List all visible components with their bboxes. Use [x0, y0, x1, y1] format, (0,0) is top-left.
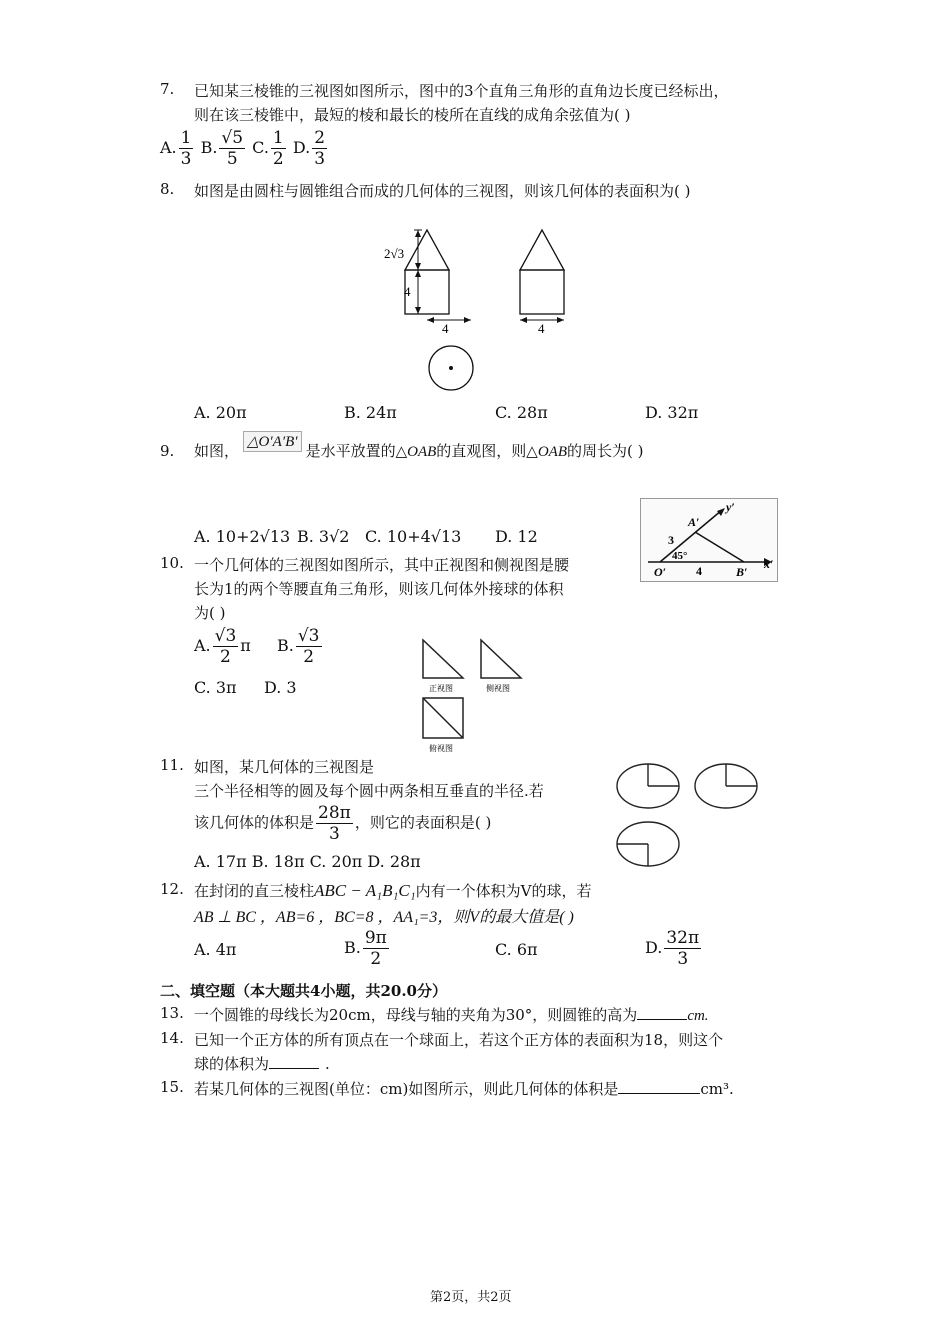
q10-options-ab	[194, 626, 324, 667]
q12-prism: ABC − A₁B₁C₁	[314, 881, 416, 900]
q12-option-c: C. 6π	[495, 940, 538, 959]
q12-line2: AB ⊥ BC ，AB=6 ，BC=8 ，AA₁=3，则V的最大值是( )	[194, 909, 574, 926]
q9-pre: 如图，	[194, 442, 240, 460]
q13-number: 13.	[160, 1004, 184, 1022]
q7-options	[160, 128, 329, 169]
q8-front-cylinder	[405, 270, 449, 314]
q8-option-a: A. 20π	[194, 403, 247, 422]
q9-oab-2: OAB	[537, 444, 567, 460]
q8-label-width-4b: 4	[538, 321, 545, 336]
q9-triangle-box: △O′A′B′	[243, 431, 302, 452]
q9-option-c: C. 10+4√13	[365, 527, 462, 546]
q8-side-cone	[520, 230, 564, 270]
q11-line1: 如图，某几何体的三视图是	[194, 758, 375, 776]
q8-front-cone	[405, 230, 449, 270]
q8-label-2root3: 2√3	[384, 246, 405, 261]
q8-top-center-dot	[449, 366, 453, 370]
q10-option-b-fraction: $\frac{√3}{2}$	[297, 626, 320, 667]
q8-three-view-figure	[370, 220, 590, 395]
q12-option-b-fraction: $\frac{9\pi}{2}$	[364, 928, 387, 969]
q10-number: 10.	[160, 554, 184, 572]
q10-line1: 一个几何体的三视图如图所示，其中正视图和侧视图是腰	[194, 556, 570, 574]
q7-option-d-label: D.	[292, 138, 311, 157]
q8-label-height-4: 4	[404, 284, 411, 299]
q8-option-d: D. 32π	[645, 403, 699, 422]
q11-line3-post: ，则它的表面积是( )	[354, 813, 492, 832]
q10-option-a-fraction: $\frac{√3}{2}$	[214, 626, 237, 667]
q10-line2: 长为1的两个等腰直角三角形，则该几何体外接球的体积	[194, 580, 564, 598]
q10-option-a-pi: π	[240, 636, 251, 655]
q9-oblique-figure	[640, 498, 778, 582]
q8-option-b: B. 24π	[344, 403, 397, 422]
q12-option-d-label: D.	[645, 938, 663, 957]
q9-mid2: 的直观图，则△	[436, 442, 538, 460]
q14-number: 14.	[160, 1029, 184, 1047]
q13-text-post: cm.	[687, 1008, 709, 1024]
q15-text-post: cm³.	[700, 1080, 734, 1098]
q12-line1	[194, 880, 591, 901]
q8-label-width-4a: 4	[442, 321, 449, 336]
q11-options: A. 17π B. 18π C. 20π D. 28π	[194, 852, 421, 871]
q15-answer-blank[interactable]	[618, 1093, 700, 1094]
q10-three-view-figure	[415, 634, 530, 756]
q9-label-y: y′	[726, 500, 735, 514]
q14-line2-pre: 球的体积为	[194, 1055, 270, 1073]
q9-mid: 是水平放置的△	[305, 442, 408, 460]
q15-text-pre: 若某几何体的三视图(单位：cm)如图所示，则此几何体的体积是	[194, 1080, 619, 1098]
q7-option-d-fraction: $\frac{2}{3}$	[314, 128, 326, 169]
q10-label-side: 侧视图	[486, 684, 510, 693]
q11-line3	[194, 803, 491, 844]
q7-option-b-label: B.	[200, 138, 218, 157]
q7-option-a-fraction: $\frac{1}{3}$	[180, 128, 192, 169]
q10-line3: 为( )	[194, 604, 226, 622]
q8-number: 8.	[160, 180, 175, 198]
q10-label-front: 正视图	[429, 684, 453, 693]
q14-answer-blank[interactable]	[269, 1068, 319, 1069]
q7-line2: 则在该三棱锥中，最短的棱和最长的棱所在直线的成角余弦值为( )	[194, 106, 631, 124]
q9-text	[194, 434, 644, 462]
q10-label-top: 俯视图	[429, 744, 453, 753]
q7-option-a-label: A.	[160, 138, 177, 157]
q9-label-45: 45°	[672, 550, 688, 562]
q14-line2	[194, 1053, 330, 1074]
q13-text-pre: 一个圆锥的母线长为20cm，母线与轴的夹角为30°，则圆锥的高为	[194, 1006, 638, 1024]
q10-option-a-label: A.	[194, 636, 211, 655]
q9-number: 9.	[160, 442, 175, 460]
q13-text	[194, 1004, 709, 1025]
q12-option-a: A. 4π	[194, 940, 237, 959]
q14-line1: 已知一个正方体的所有顶点在一个球面上，若这个正方体的表面积为18，则这个	[194, 1031, 724, 1049]
q12-line1-pre: 在封闭的直三棱柱	[194, 882, 315, 900]
q11-three-view-figure	[614, 762, 764, 868]
q9-option-d: D. 12	[495, 527, 538, 546]
page-footer: 第2页，共2页	[430, 1290, 512, 1305]
q12-line1-post: 内有一个体积为V的球，若	[415, 882, 592, 900]
q12-option-b	[344, 928, 391, 969]
section-2-heading: 二、填空题（本大题共4小题，共20.0分）	[160, 982, 447, 1000]
q12-number: 12.	[160, 880, 184, 898]
q8-side-cylinder	[520, 270, 564, 314]
q10-option-b-label: B.	[277, 636, 294, 655]
q9-oab-1: OAB	[407, 444, 437, 460]
q10-option-d: D. 3	[264, 678, 297, 697]
q15-text	[194, 1078, 734, 1099]
q10-option-c: C. 3π	[194, 678, 237, 697]
q15-number: 15.	[160, 1078, 184, 1096]
q12-option-d	[645, 928, 703, 969]
q9-label-b: B′	[736, 565, 748, 579]
q11-line2: 三个半径相等的圆及每个圆中两条相互垂直的半径.若	[194, 782, 544, 800]
q9-option-a: A. 10+2√13	[194, 527, 291, 546]
q10-front-view	[423, 640, 463, 678]
q7-option-c-label: C.	[252, 138, 269, 157]
q8-option-c: C. 28π	[495, 403, 548, 422]
q9-label-3: 3	[668, 533, 674, 547]
q9-label-a: A′	[688, 515, 700, 529]
q11-line3-pre: 该几何体的体积是	[194, 813, 315, 832]
q13-answer-blank[interactable]	[637, 1019, 687, 1020]
q7-line1: 已知某三棱锥的三视图如图所示，图中的3个直角三角形的直角边长度已经标出，	[194, 82, 729, 100]
q9-post: 的周长为( )	[567, 442, 644, 460]
q14-line2-post: .	[325, 1055, 330, 1073]
q9-label-o: O′	[654, 565, 667, 579]
q11-volume-fraction: $\frac{28\pi}{3}$	[318, 803, 351, 844]
q12-option-b-label: B.	[344, 938, 361, 957]
q7-option-b-fraction: $\frac{√5}{5}$	[221, 128, 244, 169]
q9-option-b: B. 3√2	[297, 527, 350, 546]
q12-option-d-fraction: $\frac{32\pi}{3}$	[666, 928, 700, 969]
q8-text: 如图是由圆柱与圆锥组合而成的几何体的三视图，则该几何体的表面积为( )	[194, 182, 691, 200]
q9-label-x: x′	[764, 557, 774, 571]
q7-option-c-fraction: $\frac{1}{2}$	[272, 128, 284, 169]
q7-number: 7.	[160, 80, 175, 98]
q9-label-4: 4	[696, 564, 702, 578]
q10-side-view	[481, 640, 521, 678]
q11-number: 11.	[160, 756, 184, 774]
